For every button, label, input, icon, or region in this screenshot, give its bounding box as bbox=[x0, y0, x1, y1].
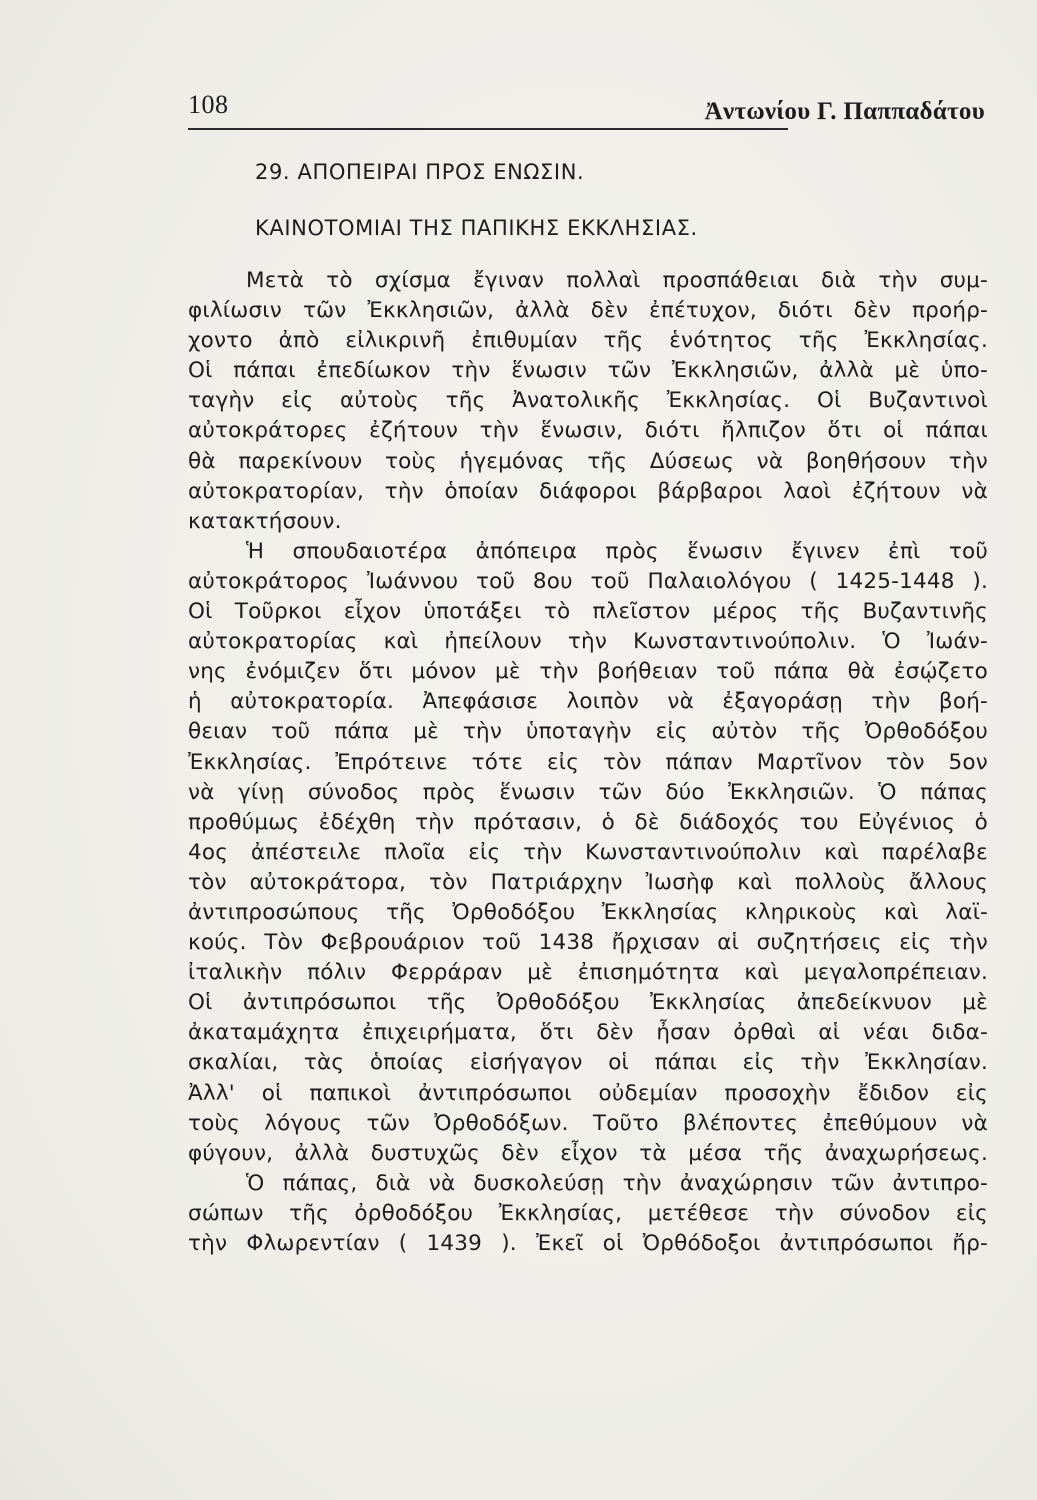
text-line: κατακτήσουν. bbox=[188, 508, 342, 534]
text-line: Οἱ πάπαι ἐπεδίωκον τὴν ἕνωσιν τῶν Ἐκκλησιῶν, ἀλλὰ μὲ ὑπο- bbox=[188, 358, 988, 384]
text-line: Οἱ ἀντιπρόσωποι τῆς Ὀρθοδόξου Ἐκκλησίας ἀπεδείκνυον μὲ bbox=[188, 990, 988, 1016]
text-line: ἀντιπροσώπους τῆς Ὀρθοδόξου Ἐκκλησίας κληρικοὺς καὶ λαϊ- bbox=[188, 899, 988, 925]
text-line: Μετὰ τὸ σχίσμα ἔγιναν πολλαὶ προσπάθειαι διὰ τὴν συμ- bbox=[246, 268, 988, 293]
section-subtitle: ΚΑΙΝΟΤΟΜΙΑΙ ΤΗΣ ΠΑΠΙΚΗΣ ΕΚΚΛΗΣΙΑΣ. bbox=[255, 216, 698, 240]
text-line: αὐτοκράτορες ἐζήτουν τὴν ἕνωσιν, διότι ἤλπιζον ὅτι οἱ πάπαι bbox=[188, 418, 988, 444]
text-line: 4ος ἀπέστειλε πλοῖα εἰς τὴν Κωνσταντινούπολιν καὶ παρέλαβε bbox=[188, 839, 988, 865]
text-line: τὸν αὐτοκράτορα, τὸν Πατριάρχην Ἰωσὴφ καὶ πολλοὺς ἄλλους bbox=[188, 869, 988, 895]
text-line: τὴν Φλωρεντίαν ( 1439 ). Ἐκεῖ οἱ Ὀρθόδοξοι ἀντιπρόσωποι ἤρ- bbox=[188, 1231, 988, 1256]
body-text bbox=[188, 266, 988, 1259]
text-line: Ἐκκλησίας. Ἐπρότεινε τότε εἰς τὸν πάπαν Μαρτῖνον τὸν 5ον bbox=[188, 749, 988, 775]
text-line: νὰ γίνῃ σύνοδος πρὸς ἕνωσιν τῶν δύο Ἐκκλησιῶν. Ὁ πάπας bbox=[188, 779, 988, 805]
text-line: σώπων τῆς ὀρθοδόξου Ἐκκλησίας, μετέθεσε τὴν σύνοδον εἰς bbox=[188, 1200, 988, 1226]
text-line: αὐτοκράτορος Ἰωάννου τοῦ 8ου τοῦ Παλαιολόγου ( 1425-1448 ). bbox=[188, 568, 988, 594]
text-line: ἀκαταμάχητα ἐπιχειρήματα, ὅτι δὲν ἦσαν ὀρθαὶ αἱ νέαι διδα- bbox=[188, 1020, 988, 1046]
text-line: σκαλίαι, τὰς ὁποίας εἰσήγαγον οἱ πάπαι εἰς τὴν Ἐκκλησίαν. bbox=[188, 1050, 988, 1076]
text-line: θειαν τοῦ πάπα μὲ τὴν ὑποταγὴν εἰς αὐτὸν τῆς Ὀρθοδόξου bbox=[188, 719, 988, 745]
text-line: αὐτοκρατορίαν, τὴν ὁποίαν διάφοροι βάρβαροι λαοὶ ἐζήτουν νὰ bbox=[188, 478, 988, 504]
text-line: θὰ παρεκίνουν τοὺς ἡγεμόνας τῆς Δύσεως νὰ βοηθήσουν τὴν bbox=[188, 448, 988, 474]
text-line: ταγὴν εἰς αὐτοὺς τῆς Ἀνατολικῆς Ἐκκλησίας. Οἱ Βυζαντινοὶ bbox=[188, 388, 988, 414]
text-line: χοντο ἀπὸ εἰλικρινῆ ἐπιθυμίαν τῆς ἑνότητος τῆς Ἐκκλησίας. bbox=[188, 328, 988, 354]
text-line: αὐτοκρατορίας καὶ ἠπείλουν τὴν Κωνσταντινούπολιν. Ὁ Ἰωάν- bbox=[188, 629, 988, 655]
text-line: τοὺς λόγους τῶν Ὀρθοδόξων. Τοῦτο βλέποντες ἐπεθύμουν νὰ bbox=[188, 1110, 988, 1136]
text-line: Ἡ σπουδαιοτέρα ἀπόπειρα πρὸς ἕνωσιν ἔγινεν ἐπὶ τοῦ bbox=[246, 538, 988, 564]
text-line: προθύμως ἐδέχθη τὴν πρότασιν, ὁ δὲ διάδοχός του Εὐγένιος ὁ bbox=[188, 809, 988, 835]
text-line: φιλίωσιν τῶν Ἐκκλησιῶν, ἀλλὰ δὲν ἐπέτυχον, διότι δὲν προήρ- bbox=[188, 298, 988, 324]
text-line: ἡ αὐτοκρατορία. Ἀπεφάσισε λοιπὸν νὰ ἐξαγοράσῃ τὴν βοή- bbox=[188, 689, 988, 715]
text-line: φύγουν, ἀλλὰ δυστυχῶς δὲν εἶχον τὰ μέσα τῆς ἀναχωρήσεως. bbox=[188, 1140, 988, 1166]
page-number: 108 bbox=[188, 90, 229, 119]
running-header bbox=[188, 90, 985, 130]
text-line: κούς. Τὸν Φεβρουάριον τοῦ 1438 ἤρχισαν αἱ συζητήσεις εἰς τὴν bbox=[188, 930, 988, 956]
text-line: Ὁ πάπας, διὰ νὰ δυσκολεύσῃ τὴν ἀναχώρησιν τῶν ἀντιπρο- bbox=[246, 1170, 988, 1196]
text-line: ἰταλικὴν πόλιν Φερράραν μὲ ἐπισημότητα καὶ μεγαλοπρέπειαν. bbox=[188, 960, 988, 986]
section-title: 29. ΑΠΟΠΕΙΡΑΙ ΠΡΟΣ ΕΝΩΣΙΝ. bbox=[255, 160, 585, 184]
text-line: Ἀλλ' οἱ παπικοὶ ἀντιπρόσωποι οὐδεμίαν προσοχὴν ἔδιδον εἰς bbox=[188, 1080, 988, 1106]
text-line: Οἱ Τοῦρκοι εἶχον ὑποτάξει τὸ πλεῖστον μέρος τῆς Βυζαντινῆς bbox=[188, 599, 988, 625]
header-rule bbox=[188, 128, 788, 130]
running-head-author: Ἀντωνίου Γ. Παππαδάτου bbox=[704, 98, 985, 125]
text-line: νης ἐνόμιζεν ὅτι μόνον μὲ τὴν βοήθειαν τοῦ πάπα θὰ ἐσῴζετο bbox=[188, 659, 988, 685]
